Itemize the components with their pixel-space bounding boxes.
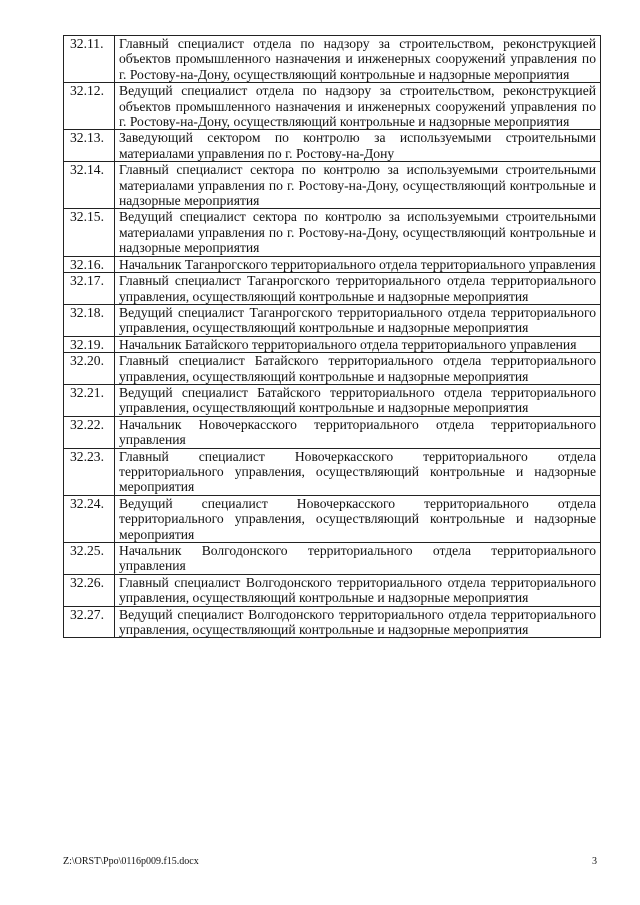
table-row [64, 384, 601, 416]
positions-table [63, 35, 601, 638]
row-text: Заведующий сектором по контролю за используемыми строительными материалами управления по г. Ростову-на-Дону [115, 130, 601, 162]
table-row [64, 448, 601, 495]
row-number: 32.21. [64, 384, 115, 416]
row-text: Начальник Новочеркасского территориального отдела территориального управления [115, 416, 601, 448]
row-text: Главный специалист сектора по контролю за используемыми строительными материалами управления по г. Ростову-на-Дону, осуществляющий контрольные и надзорные мероприятия [115, 162, 601, 209]
row-number: 32.14. [64, 162, 115, 209]
table-row [64, 256, 601, 272]
table-row [64, 543, 601, 575]
row-number: 32.15. [64, 209, 115, 256]
row-number: 32.19. [64, 336, 115, 352]
row-text: Начальник Таганрогского территориального отдела территориального управления [115, 256, 601, 272]
footer-file-path: Z:\ORST\Ppo\0116p009.f15.docx [63, 856, 199, 867]
row-number: 32.23. [64, 448, 115, 495]
row-text: Ведущий специалист Таганрогского территориального отдела территориального управления, осуществляющий контрольные и надзорные мероприятия [115, 304, 601, 336]
table-row [64, 130, 601, 162]
row-text: Начальник Волгодонского территориального отдела территориального управления [115, 543, 601, 575]
row-text: Ведущий специалист отдела по надзору за строительством, реконструкцией объектов промышленного назначения и инженерных сооружений управления по г. Ростову-на-Дону, осуществляющий контрольные и надзорные мероприятия [115, 83, 601, 130]
table-row [64, 36, 601, 83]
table-row [64, 574, 601, 606]
row-number: 32.11. [64, 36, 115, 83]
table-row [64, 416, 601, 448]
row-number: 32.24. [64, 495, 115, 542]
row-number: 32.20. [64, 353, 115, 385]
table-row [64, 495, 601, 542]
table-row [64, 209, 601, 256]
row-number: 32.13. [64, 130, 115, 162]
row-number: 32.16. [64, 256, 115, 272]
row-text: Главный специалист Таганрогского территориального отдела территориального управления, осуществляющий контрольные и надзорные мероприятия [115, 273, 601, 305]
row-number: 32.17. [64, 273, 115, 305]
row-text: Ведущий специалист Новочеркасского территориального отдела территориального управления, осуществляющий контрольные и надзорные мероприятия [115, 495, 601, 542]
row-text: Главный специалист Новочеркасского территориального отдела территориального управления, осуществляющий контрольные и надзорные мероприятия [115, 448, 601, 495]
row-number: 32.27. [64, 606, 115, 638]
row-text: Начальник Батайского территориального отдела территориального управления [115, 336, 601, 352]
table-row [64, 83, 601, 130]
table-row [64, 336, 601, 352]
row-text: Ведущий специалист Батайского территориального отдела территориального управления, осуществляющий контрольные и надзорные мероприятия [115, 384, 601, 416]
row-number: 32.26. [64, 574, 115, 606]
footer-page-number: 3 [592, 856, 597, 867]
row-text: Ведущий специалист Волгодонского территориального отдела территориального управления, осуществляющий контрольные и надзорные мероприятия [115, 606, 601, 638]
row-text: Ведущий специалист сектора по контролю за используемыми строительными материалами управления по г. Ростову-на-Дону, осуществляющий контрольные и надзорные мероприятия [115, 209, 601, 256]
table-row [64, 353, 601, 385]
row-number: 32.25. [64, 543, 115, 575]
table-row [64, 304, 601, 336]
row-text: Главный специалист Волгодонского территориального отдела территориального управления, осуществляющий контрольные и надзорные мероприятия [115, 574, 601, 606]
row-text: Главный специалист отдела по надзору за строительством, реконструкцией объектов промышленного назначения и инженерных сооружений управления по г. Ростову-на-Дону, осуществляющий контрольные и надзорные мероприятия [115, 36, 601, 83]
row-number: 32.18. [64, 304, 115, 336]
row-number: 32.12. [64, 83, 115, 130]
row-number: 32.22. [64, 416, 115, 448]
row-text: Главный специалист Батайского территориального отдела территориального управления, осуществляющий контрольные и надзорные мероприятия [115, 353, 601, 385]
table-row [64, 273, 601, 305]
table-row [64, 606, 601, 638]
table-row [64, 162, 601, 209]
